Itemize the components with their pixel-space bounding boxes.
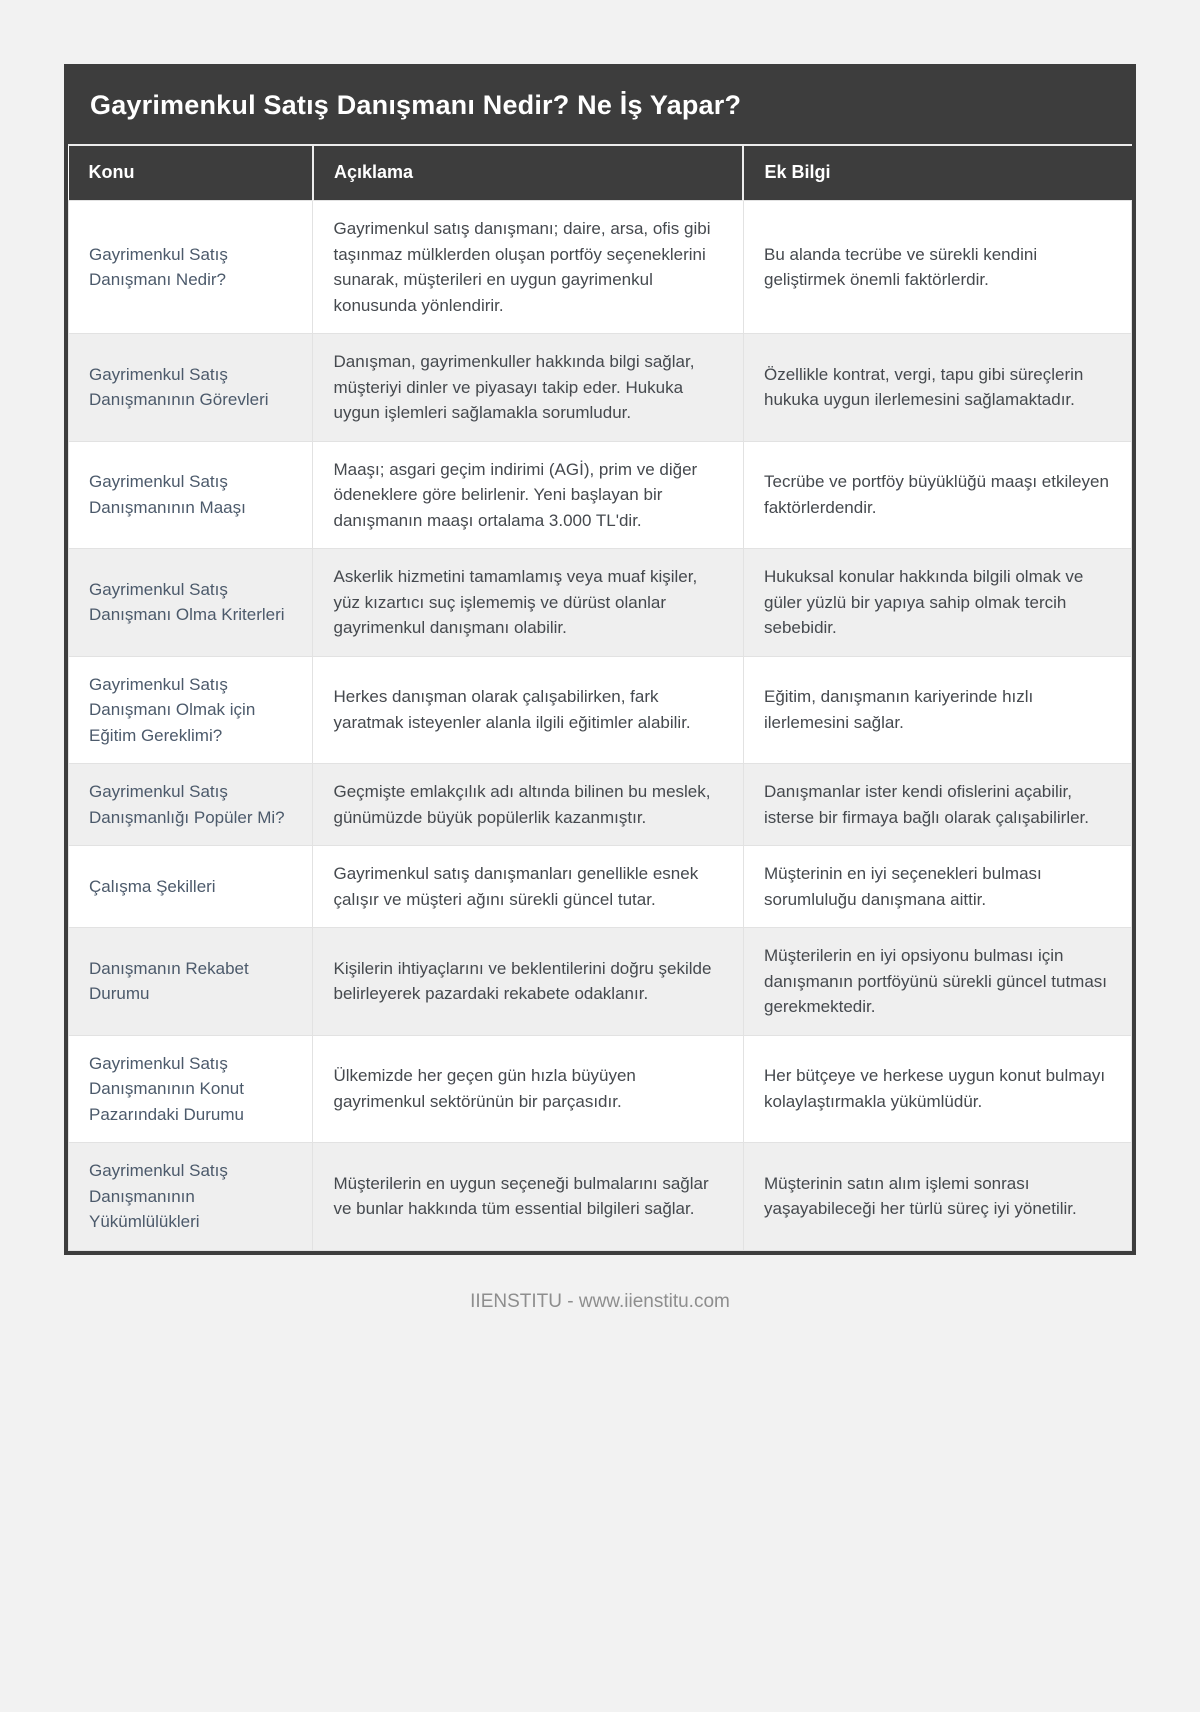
cell-konu: Gayrimenkul Satış Danışmanı Olma Kriterleri (69, 549, 313, 657)
cell-konu: Gayrimenkul Satış Danışmanının Maaşı (69, 441, 313, 549)
cell-ek-bilgi: Müşterinin en iyi seçenekleri bulması sorumluluğu danışmana aittir. (743, 846, 1131, 928)
column-header-aciklama: Açıklama (313, 146, 744, 201)
cell-konu: Gayrimenkul Satış Danışmanının Konut Pazarındaki Durumu (69, 1035, 313, 1143)
cell-aciklama: Kişilerin ihtiyaçlarını ve beklentilerini doğru şekilde belirleyerek pazardaki rekabete odaklanır. (313, 928, 744, 1036)
cell-aciklama: Gayrimenkul satış danışmanları genellikle esnek çalışır ve müşteri ağını sürekli güncel tutar. (313, 846, 744, 928)
cell-aciklama: Maaşı; asgari geçim indirimi (AGİ), prim ve diğer ödeneklere göre belirlenir. Yeni başlayan bir danışmanın maaşı ortalama 3.000 TL'dir. (313, 441, 744, 549)
cell-konu: Gayrimenkul Satış Danışmanının Yükümlülükleri (69, 1143, 313, 1251)
cell-aciklama: Askerlik hizmetini tamamlamış veya muaf kişiler, yüz kızartıcı suç işlememiş ve dürüst olanlar gayrimenkul danışmanı olabilir. (313, 549, 744, 657)
cell-aciklama: Müşterilerin en uygun seçeneği bulmalarını sağlar ve bunlar hakkında tüm essential bilgileri sağlar. (313, 1143, 744, 1251)
table-row (69, 656, 1132, 764)
cell-aciklama: Ülkemizde her geçen gün hızla büyüyen gayrimenkul sektörünün bir parçasıdır. (313, 1035, 744, 1143)
table-row (69, 549, 1132, 657)
table-row (69, 846, 1132, 928)
footer-credit: IIENSTITU - www.iienstitu.com (470, 1290, 730, 1312)
table-row (69, 201, 1132, 334)
cell-aciklama: Gayrimenkul satış danışmanı; daire, arsa, ofis gibi taşınmaz mülklerden oluşan portföy seçeneklerini sunarak, müşterileri en uygun gayrimenkul konusunda yönlendirir. (313, 201, 744, 334)
cell-konu: Danışmanın Rekabet Durumu (69, 928, 313, 1036)
cell-ek-bilgi: Müşterinin satın alım işlemi sonrası yaşayabileceği her türlü süreç iyi yönetilir. (743, 1143, 1131, 1251)
cell-ek-bilgi: Bu alanda tecrübe ve sürekli kendini geliştirmek önemli faktörlerdir. (743, 201, 1131, 334)
table-row (69, 441, 1132, 549)
info-table (68, 146, 1132, 1251)
cell-ek-bilgi: Her bütçeye ve herkese uygun konut bulmayı kolaylaştırmakla yükümlüdür. (743, 1035, 1131, 1143)
cell-aciklama: Danışman, gayrimenkuller hakkında bilgi sağlar, müşteriyi dinler ve piyasayı takip eder. Hukuka uygun işlemleri sağlamakla sorumludur. (313, 334, 744, 442)
cell-ek-bilgi: Hukuksal konular hakkında bilgili olmak ve güler yüzlü bir yapıya sahip olmak tercih sebebidir. (743, 549, 1131, 657)
table-row (69, 1143, 1132, 1251)
cell-ek-bilgi: Danışmanlar ister kendi ofislerini açabilir, isterse bir firmaya bağlı olarak çalışabilirler. (743, 764, 1131, 846)
page (0, 64, 1200, 1712)
cell-ek-bilgi: Müşterilerin en iyi opsiyonu bulması için danışmanın portföyünü sürekli güncel tutması gerekmektedir. (743, 928, 1131, 1036)
table-row (69, 928, 1132, 1036)
table-body (69, 201, 1132, 1251)
header-row (69, 146, 1132, 201)
cell-konu: Gayrimenkul Satış Danışmanı Nedir? (69, 201, 313, 334)
table-row (69, 764, 1132, 846)
page-title: Gayrimenkul Satış Danışmanı Nedir? Ne İş Yapar? (68, 68, 1132, 146)
table-header (69, 146, 1132, 201)
cell-konu: Gayrimenkul Satış Danışmanlığı Popüler Mi? (69, 764, 313, 846)
column-header-konu: Konu (69, 146, 313, 201)
table-row (69, 1035, 1132, 1143)
cell-konu: Çalışma Şekilleri (69, 846, 313, 928)
cell-ek-bilgi: Tecrübe ve portföy büyüklüğü maaşı etkileyen faktörlerdendir. (743, 441, 1131, 549)
table-row (69, 334, 1132, 442)
cell-ek-bilgi: Özellikle kontrat, vergi, tapu gibi süreçlerin hukuka uygun ilerlemesini sağlamaktadır. (743, 334, 1131, 442)
cell-aciklama: Herkes danışman olarak çalışabilirken, fark yaratmak isteyenler alanla ilgili eğitimler alabilir. (313, 656, 744, 764)
cell-aciklama: Geçmişte emlakçılık adı altında bilinen bu meslek, günümüzde büyük popülerlik kazanmıştır. (313, 764, 744, 846)
cell-konu: Gayrimenkul Satış Danışmanı Olmak için Eğitim Gereklimi? (69, 656, 313, 764)
cell-konu: Gayrimenkul Satış Danışmanının Görevleri (69, 334, 313, 442)
cell-ek-bilgi: Eğitim, danışmanın kariyerinde hızlı ilerlemesini sağlar. (743, 656, 1131, 764)
column-header-ek-bilgi: Ek Bilgi (743, 146, 1131, 201)
info-table-frame (64, 64, 1136, 1255)
